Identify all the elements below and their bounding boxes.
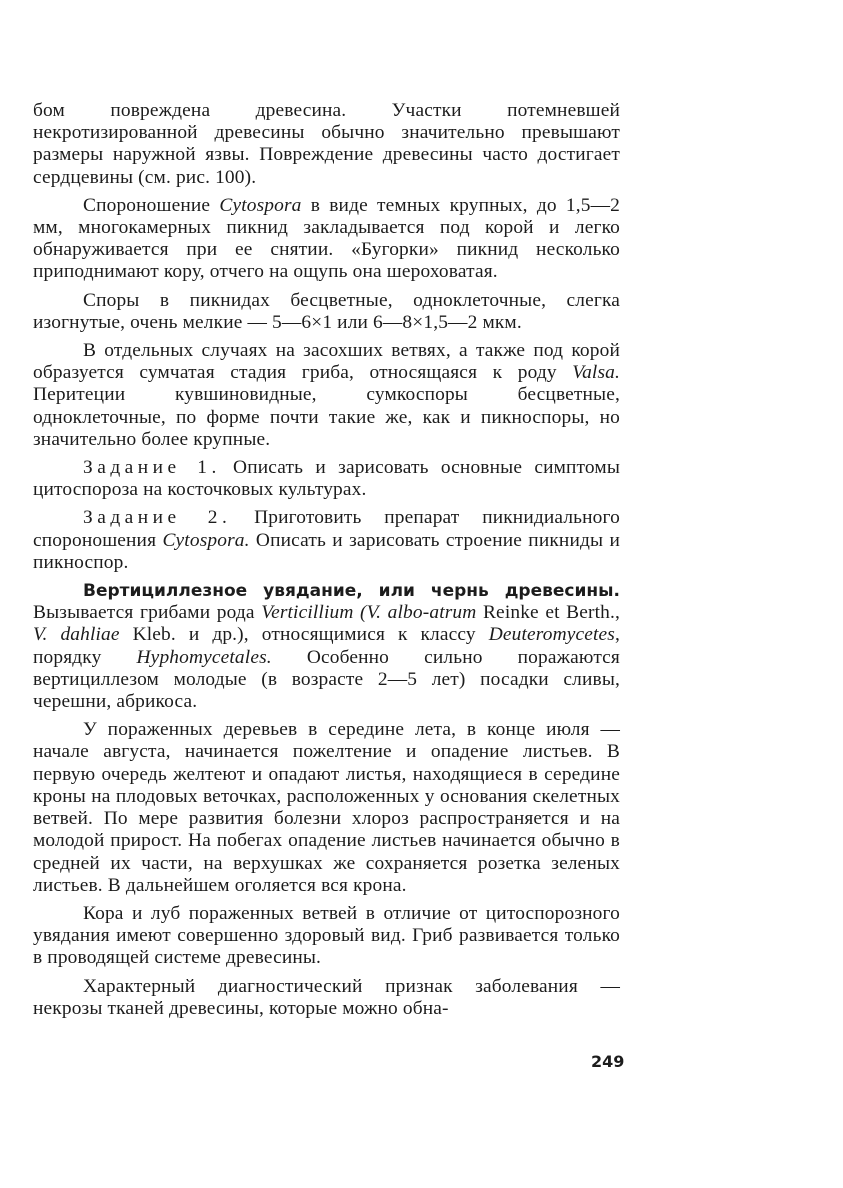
paragraph-4: В отдельных случаях на засохших ветвях, а также под корой образуется сумчатая стадия гриба, относящаяся к роду Valsa. Перитеции кувшиновидные, сумкоспоры бесцветные, одноклеточные, по форме почти такие же, как и пикноспоры, но значительно более крупные.: [33, 340, 620, 450]
paragraph-3: Споры в пикнидах бесцветные, одноклеточные, слегка изогнутые, очень мелкие — 5—6×1 или 6—8×1,5—2 мкм.: [33, 289, 620, 333]
task-1: Задание 1. Описать и зарисовать основные симптомы цитоспороза на косточковых культурах.: [33, 457, 620, 501]
task-2: Задание 2. Приготовить препарат пикнидиального спороношения Cytospora. Описать и зарисовать строение пикниды и пикноспор.: [33, 507, 621, 573]
paragraph-7: Кора и луб пораженных ветвей в отличие от цитоспорозного увядания имеют совершенно здоровый вид. Гриб развивается только в проводящей системе древесины.: [33, 902, 620, 969]
paragraph-8: Характерный диагностический признак заболевания — некрозы тканей древесины, которые можно обна-: [33, 975, 620, 1019]
paragraph-verticillium: Вертициллезное увядание, или чернь древесины. Вызывается грибами рода Verticillium (V. albo-atrum Reinke et Berth., V. dahliae Kleb. и др.), относящимися к классу Deuteromycetes, порядку Hyphomycetales. Особенно сильно поражаются вертициллезом молодые (в возрасте 2—5 лет) посадки сливы, черешни, абрикоса.: [33, 581, 620, 713]
task-2-label: Задание 2.: [83, 507, 232, 529]
paragraph-2: Спороношение Cytospora в виде темных крупных, до 1,5—2 мм, многокамерных пикнид закладывается под корой и легко обнаруживается при ее снятии. «Бугорки» пикнид несколько приподнимают кору, отчего на ощупь она шероховатая.: [33, 194, 621, 283]
paragraph-6: У пораженных деревьев в середине лета, в конце июля — начале августа, начинается пожелтение и опадение листьев. В первую очередь желтеют и опадают листья, находящиеся в середине кроны на плодовых веточках, расположенных у основания скелетных ветвей. По мере развития болезни хлороз распространяется и на молодой прирост. На побегах опадение листьев начинается обычно в средней их части, на верхушках же сохраняется розетка зеленых листьев. В дальнейшем оголяется вся крона.: [33, 719, 620, 896]
section-heading: Вертициллезное увядание, или чернь древесины.: [83, 581, 620, 602]
task-1-label: Задание 1.: [83, 457, 221, 479]
page-body: [33, 100, 620, 1026]
page-number: 249: [591, 1052, 625, 1071]
paragraph-1: бом повреждена древесина. Участки потемневшей некротизированной древесины обычно значительно превышают размеры наружной язвы. Повреждение древесины часто достигает сердцевины (см. рис. 100).: [33, 100, 620, 188]
